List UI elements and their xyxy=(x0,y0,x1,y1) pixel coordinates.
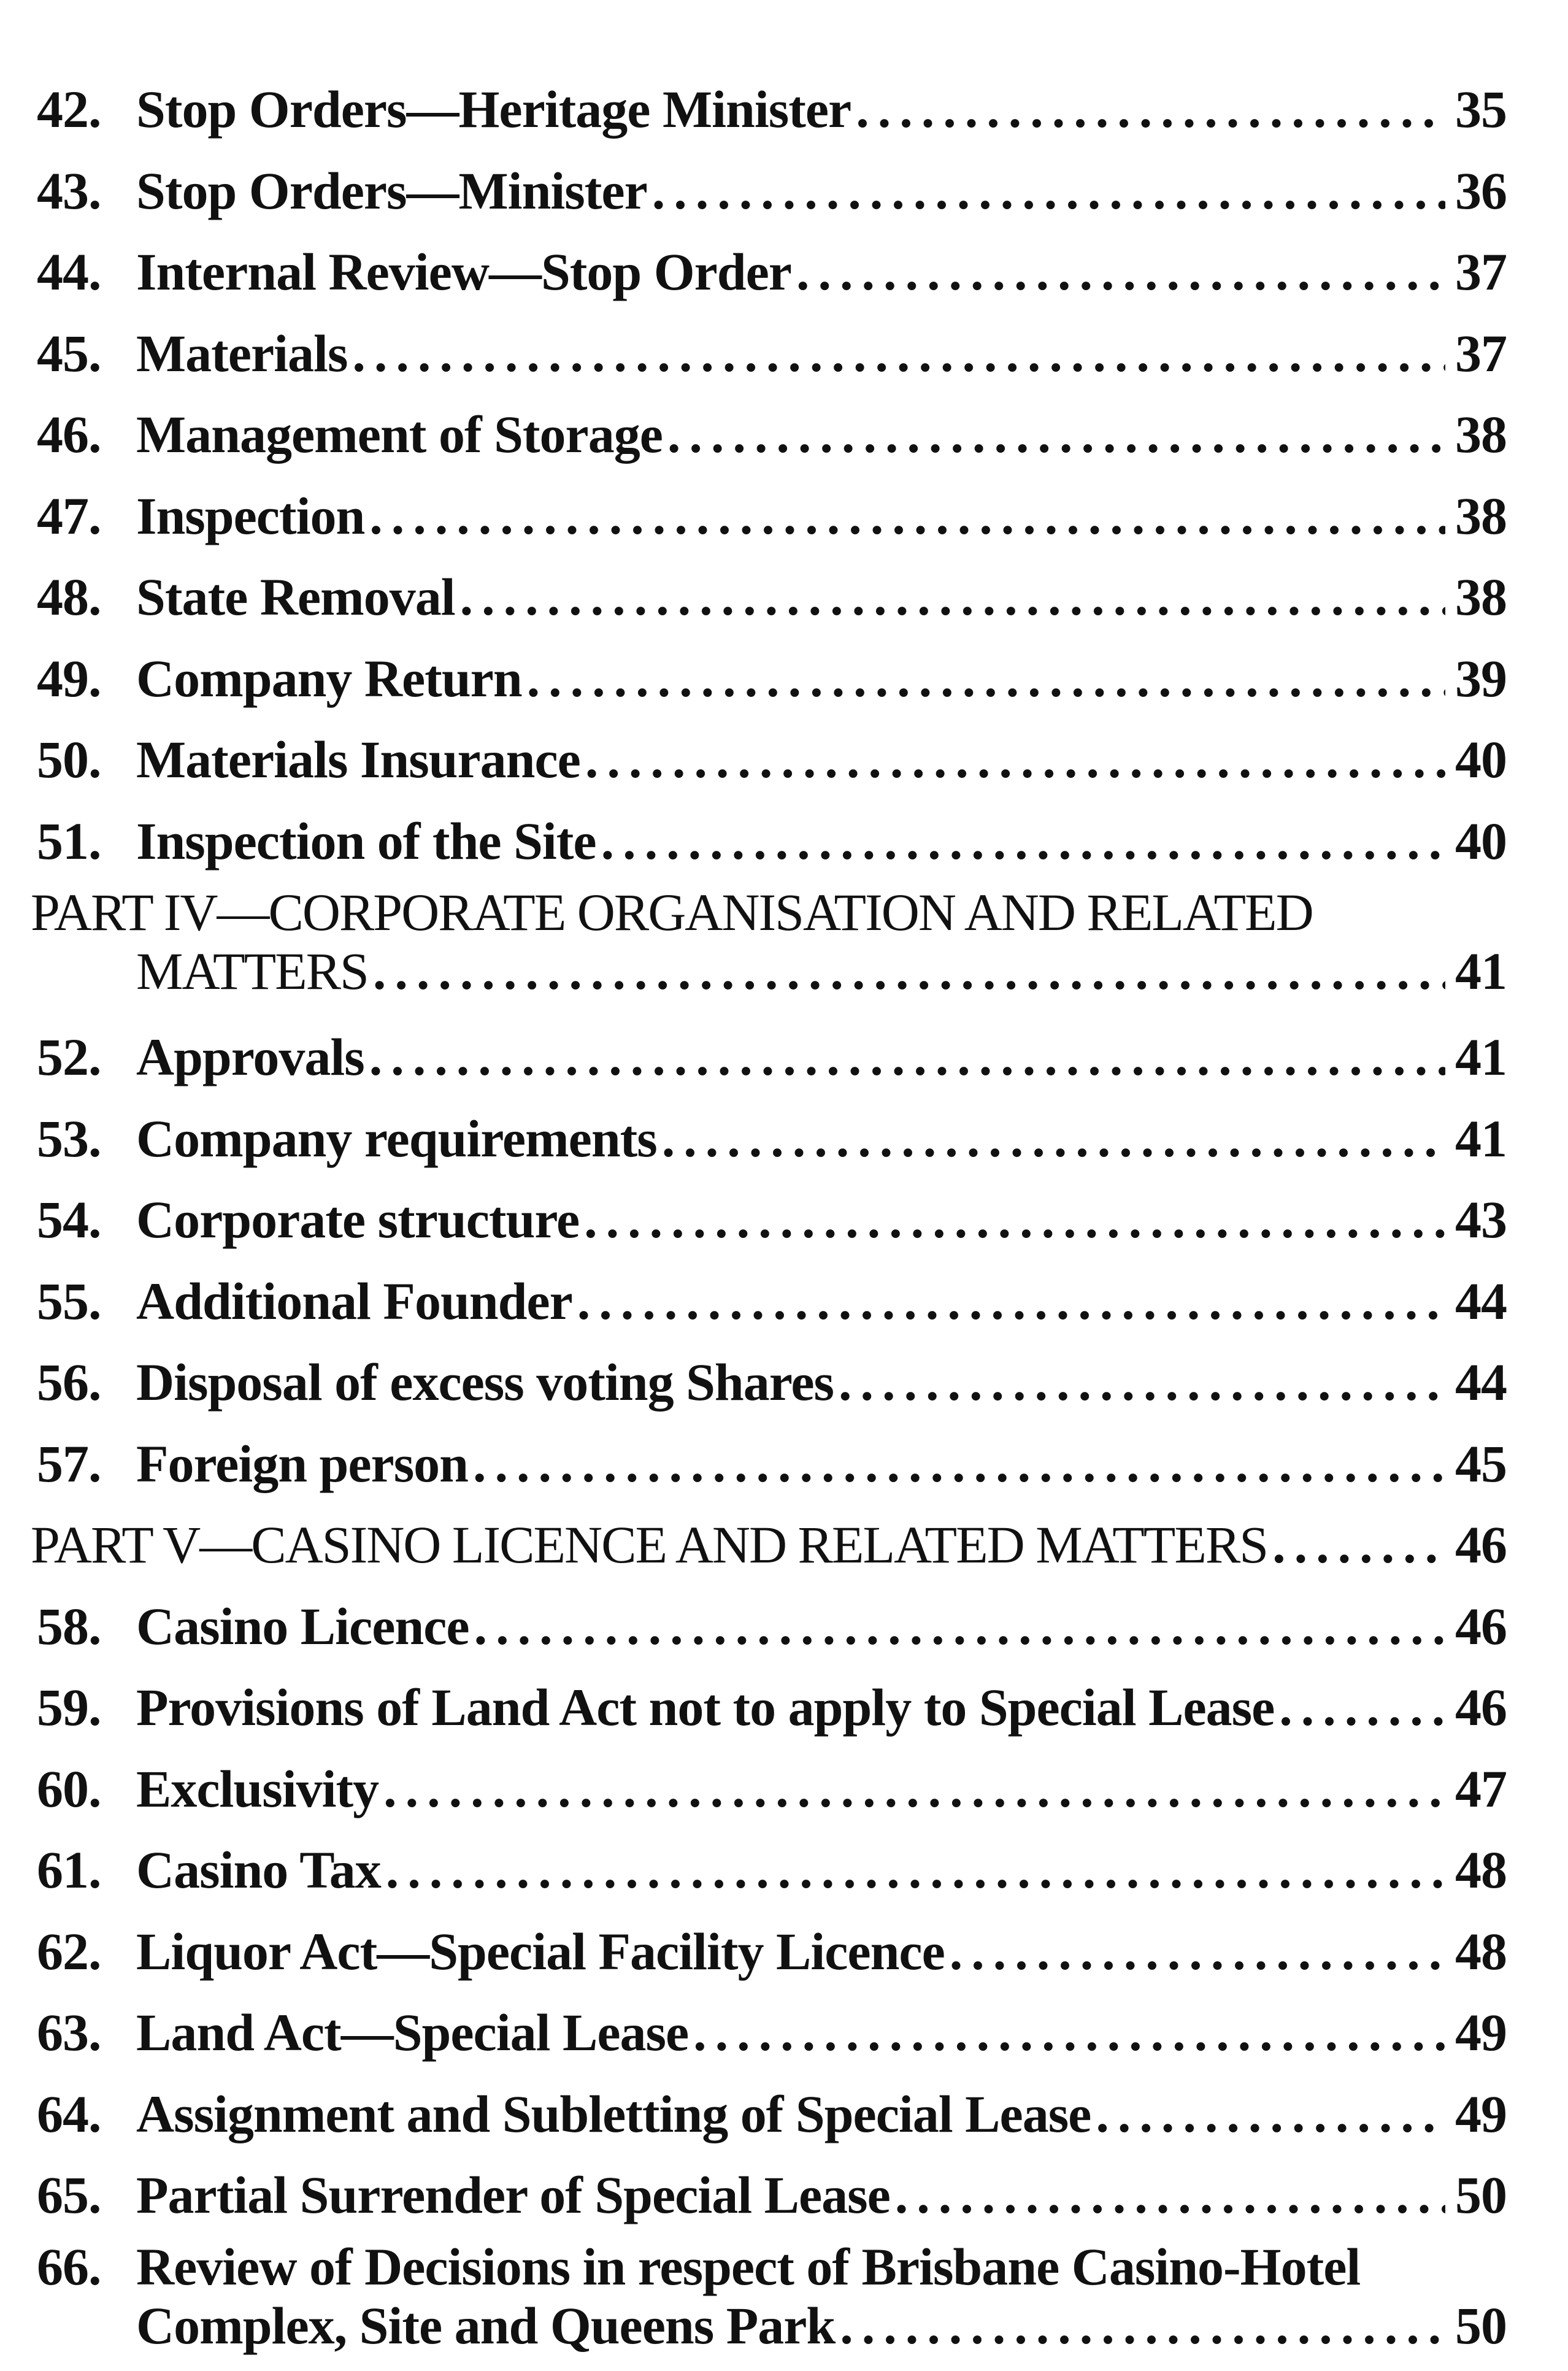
dot-leader xyxy=(652,150,1445,232)
toc-entry-page: 47 xyxy=(1455,1759,1507,1818)
toc-entry-number: 65. xyxy=(37,2165,101,2224)
toc-entry-number: 62. xyxy=(37,1921,101,1981)
dot-leader xyxy=(662,1098,1445,1180)
toc-entry-page: 43 xyxy=(1455,1190,1507,1249)
dot-leader xyxy=(950,1911,1445,1992)
toc-entry xyxy=(0,1748,1568,1830)
toc-entry xyxy=(0,1423,1568,1505)
toc-entry-title: Management of Storage xyxy=(136,405,663,464)
toc-entry-title: Inspection xyxy=(136,486,365,545)
dot-leader xyxy=(1279,1667,1445,1748)
toc-entry-title: Company Return xyxy=(136,648,522,708)
toc-entry-title: Materials Insurance xyxy=(136,730,580,789)
toc-entry-number: 54. xyxy=(37,1190,101,1249)
toc-entry xyxy=(0,1342,1568,1423)
toc-entry-number: 61. xyxy=(37,1840,101,1899)
toc-entry-page: 45 xyxy=(1455,1434,1507,1493)
toc-entry xyxy=(0,1992,1568,2073)
dot-leader xyxy=(386,1829,1445,1911)
dot-leader xyxy=(577,1261,1445,1342)
toc-entry-number: 59. xyxy=(37,1678,101,1737)
toc-entry-page: 41 xyxy=(1455,1028,1507,1086)
toc-entry xyxy=(0,69,1568,150)
toc-entry xyxy=(0,2073,1568,2155)
dot-leader xyxy=(796,231,1445,313)
toc-entry-number: 43. xyxy=(37,161,101,220)
toc-entry xyxy=(0,2236,1568,2371)
toc-entry-number: 47. xyxy=(37,486,101,545)
toc-entry-title: Stop Orders—Minister xyxy=(136,161,647,220)
toc-entry-page: 35 xyxy=(1455,80,1507,139)
toc-entry-title: Additional Founder xyxy=(136,1271,572,1331)
toc-entry xyxy=(0,638,1568,720)
toc-entry-title: Liquor Act—Special Facility Licence xyxy=(136,1921,945,1981)
toc-entry xyxy=(0,719,1568,801)
toc-entry-title: Stop Orders—Heritage Minister xyxy=(136,80,851,139)
toc-entry-page: 44 xyxy=(1455,1271,1507,1331)
toc-entry-page: 38 xyxy=(1455,567,1507,626)
toc-entry xyxy=(0,1911,1568,1992)
toc-part-heading xyxy=(0,1504,1568,1586)
dot-leader xyxy=(383,1748,1445,1830)
toc-entry-title: Foreign person xyxy=(136,1434,469,1493)
toc-entry-title: Provisions of Land Act not to apply to Special Lease xyxy=(136,1678,1275,1737)
toc-entry-number: 53. xyxy=(37,1109,101,1168)
toc-entry-number: 45. xyxy=(37,323,101,383)
toc-entry xyxy=(0,1179,1568,1261)
toc-entry xyxy=(0,1016,1568,1098)
toc-entry-number: 51. xyxy=(37,811,101,870)
toc-entry-title: Partial Surrender of Special Lease xyxy=(136,2165,890,2224)
toc-entry-page: 41 xyxy=(1455,942,1507,1001)
toc-entry-title: Corporate structure xyxy=(136,1190,580,1249)
toc-entry-number: 48. xyxy=(37,567,101,626)
dot-leader xyxy=(460,556,1445,638)
toc-entry-number: 52. xyxy=(37,1028,101,1086)
dot-leader xyxy=(585,719,1445,801)
dot-leader xyxy=(369,475,1445,557)
dot-leader xyxy=(839,1342,1445,1423)
toc-entry-page: 38 xyxy=(1455,405,1507,464)
toc-entry-page: 46 xyxy=(1455,1596,1507,1656)
dot-leader xyxy=(1272,1504,1445,1586)
toc-entry-page: 48 xyxy=(1455,1921,1507,1981)
toc-entry-title: Inspection of the Site xyxy=(136,811,596,870)
toc-entry-number: 57. xyxy=(37,1434,101,1493)
toc-entry-page: 37 xyxy=(1455,242,1507,301)
toc-entry-title: Assignment and Subletting of Special Lease xyxy=(136,2084,1091,2143)
toc-entry-number: 49. xyxy=(37,648,101,708)
toc-entry-page: 39 xyxy=(1455,648,1507,708)
toc-entry-title: State Removal xyxy=(136,567,455,626)
dot-leader xyxy=(369,1016,1445,1098)
toc-entry xyxy=(0,394,1568,475)
part-heading-title: PART V—CASINO LICENCE AND RELATED MATTERS xyxy=(31,1515,1268,1574)
toc-part-heading xyxy=(0,882,1568,1016)
toc-entry-title: Disposal of excess voting Shares xyxy=(136,1353,834,1412)
toc-entry-page: 46 xyxy=(1455,1678,1507,1737)
table-of-contents xyxy=(0,69,1568,2371)
toc-entry-title-continued: Complex, Site and Queens Park xyxy=(136,2296,836,2355)
toc-entry xyxy=(0,2154,1568,2236)
dot-leader xyxy=(352,313,1445,394)
dot-leader xyxy=(373,943,1445,999)
dot-leader xyxy=(693,1992,1445,2073)
toc-entry-title: Casino Tax xyxy=(136,1840,381,1899)
toc-entry-title: Company requirements xyxy=(136,1109,657,1168)
toc-entry-number: 58. xyxy=(37,1596,101,1656)
toc-entry-page: 37 xyxy=(1455,323,1507,383)
toc-entry-number: 46. xyxy=(37,405,101,464)
toc-entry-number: 56. xyxy=(37,1353,101,1412)
toc-entry xyxy=(0,475,1568,557)
toc-entry-title: Land Act—Special Lease xyxy=(136,2003,689,2062)
toc-entry-page: 48 xyxy=(1455,1840,1507,1899)
toc-entry xyxy=(0,150,1568,232)
toc-entry-page: 41 xyxy=(1455,1109,1507,1168)
toc-entry xyxy=(0,1586,1568,1667)
toc-entry xyxy=(0,1667,1568,1748)
dot-leader xyxy=(667,394,1445,475)
toc-entry xyxy=(0,1829,1568,1911)
toc-entry xyxy=(0,1098,1568,1180)
dot-leader xyxy=(1096,2073,1445,2155)
dot-leader xyxy=(601,801,1445,882)
toc-entry-page: 46 xyxy=(1455,1515,1507,1574)
toc-entry-number: 63. xyxy=(37,2003,101,2062)
toc-entry-title: Approvals xyxy=(136,1028,364,1086)
dot-leader xyxy=(584,1179,1445,1261)
toc-entry-page: 44 xyxy=(1455,1353,1507,1412)
toc-entry-page: 40 xyxy=(1455,730,1507,789)
toc-entry xyxy=(0,801,1568,882)
toc-entry xyxy=(0,1261,1568,1342)
dot-leader xyxy=(840,2297,1445,2354)
toc-entry-number: 50. xyxy=(37,730,101,789)
toc-entry-number: 44. xyxy=(37,242,101,301)
dot-leader xyxy=(856,69,1445,150)
dot-leader xyxy=(473,1423,1445,1505)
toc-entry-page: 50 xyxy=(1455,2165,1507,2224)
dot-leader xyxy=(474,1586,1445,1667)
toc-entry xyxy=(0,231,1568,313)
toc-entry-page: 49 xyxy=(1455,2003,1507,2062)
toc-entry-number: 64. xyxy=(37,2084,101,2143)
toc-entry-page: 36 xyxy=(1455,161,1507,220)
toc-entry-page: 50 xyxy=(1455,2296,1507,2355)
part-heading-title-continued: MATTERS xyxy=(136,942,368,1001)
toc-entry-title: Materials xyxy=(136,323,348,383)
toc-entry-number: 42. xyxy=(37,80,101,139)
toc-entry-title: Exclusivity xyxy=(136,1759,379,1818)
toc-entry-page: 40 xyxy=(1455,811,1507,870)
toc-entry-title: Internal Review—Stop Order xyxy=(136,242,791,301)
dot-leader xyxy=(895,2154,1445,2236)
toc-entry-page: 38 xyxy=(1455,486,1507,545)
toc-entry-page: 49 xyxy=(1455,2084,1507,2143)
toc-entry xyxy=(0,313,1568,394)
toc-entry-number: 55. xyxy=(37,1271,101,1331)
toc-entry-number: 66. xyxy=(37,2237,101,2296)
part-heading-title: PART IV—CORPORATE ORGANISATION AND RELATED xyxy=(31,883,1313,942)
dot-leader xyxy=(527,638,1445,720)
toc-entry-number: 60. xyxy=(37,1759,101,1818)
toc-entry xyxy=(0,556,1568,638)
toc-entry-title: Review of Decisions in respect of Brisbane Casino-Hotel xyxy=(136,2237,1361,2296)
toc-entry-title: Casino Licence xyxy=(136,1596,469,1656)
